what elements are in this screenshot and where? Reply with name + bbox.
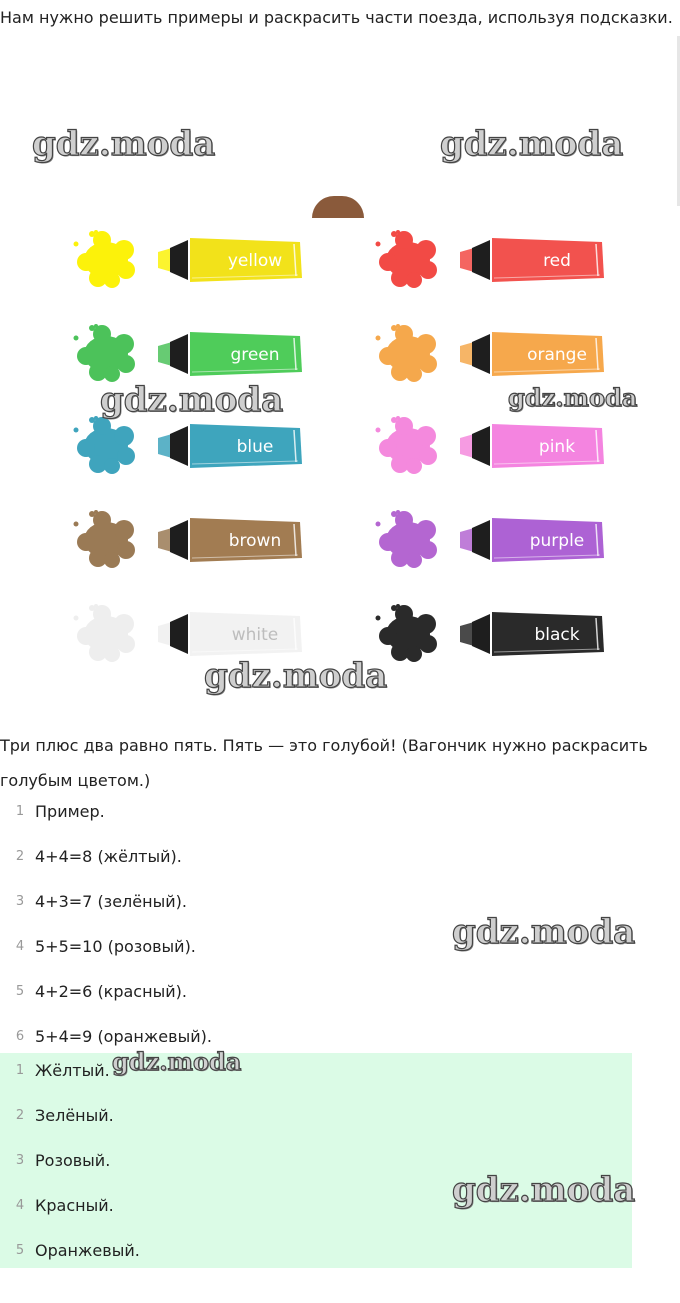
item-number: 4 bbox=[15, 1198, 25, 1213]
watermark: gdz.moda bbox=[452, 1170, 636, 1210]
marker-tip bbox=[158, 248, 172, 272]
paint-splash bbox=[77, 253, 95, 271]
item-number: 3 bbox=[15, 1153, 25, 1168]
watermark: gdz.moda bbox=[440, 124, 624, 164]
paint-splash bbox=[406, 272, 422, 288]
paint-splash bbox=[117, 355, 135, 373]
item-number: 1 bbox=[15, 1063, 25, 1078]
watermark: gdz.moda bbox=[112, 1047, 242, 1076]
paint-splash bbox=[104, 552, 120, 568]
color-legend-illustration bbox=[0, 200, 680, 670]
marker-collar bbox=[472, 520, 490, 560]
paint-splash bbox=[379, 347, 397, 365]
paint-splash bbox=[376, 428, 381, 433]
paint-splash bbox=[396, 604, 400, 608]
marker-label: green bbox=[230, 345, 280, 365]
item-number: 4 bbox=[15, 939, 25, 954]
marker-label: yellow bbox=[227, 251, 283, 271]
marker-orange bbox=[374, 322, 674, 392]
marker-tip bbox=[460, 528, 474, 552]
paint-splash bbox=[94, 324, 98, 328]
paint-splash bbox=[396, 416, 400, 420]
watermark: gdz.moda bbox=[204, 656, 388, 696]
item-number: 3 bbox=[15, 894, 25, 909]
paint-splash bbox=[406, 458, 422, 474]
watermark: gdz.moda bbox=[100, 380, 284, 420]
marker-tip bbox=[460, 434, 474, 458]
marker-blue bbox=[72, 414, 372, 484]
item-text: 4+3=7 (зелёный). bbox=[35, 892, 187, 911]
paint-splash bbox=[419, 447, 437, 465]
item-number: 5 bbox=[15, 984, 25, 999]
marker-tip bbox=[460, 342, 474, 366]
paint-splash bbox=[117, 635, 135, 653]
list-item bbox=[0, 800, 680, 845]
paint-splash bbox=[416, 240, 436, 260]
paint-splash bbox=[94, 230, 98, 234]
marker-collar bbox=[170, 614, 188, 654]
marker-tip bbox=[158, 622, 172, 646]
description-text: Три плюс два равно пять. Пять — это голубой! (Вагончик нужно раскрасить голубым цветом.) bbox=[0, 736, 648, 790]
watermark: gdz.moda bbox=[452, 912, 636, 952]
item-text: Пример. bbox=[35, 802, 105, 821]
paint-splash bbox=[77, 627, 95, 645]
paint-splash bbox=[396, 324, 400, 328]
paint-splash bbox=[376, 522, 381, 527]
marker-label: blue bbox=[236, 437, 274, 457]
marker-label: white bbox=[231, 625, 279, 645]
paint-splash bbox=[406, 366, 422, 382]
list-item bbox=[0, 1104, 680, 1149]
paint-splash bbox=[419, 261, 437, 279]
paint-splash bbox=[419, 635, 437, 653]
marker-collar bbox=[472, 614, 490, 654]
paint-splash bbox=[379, 253, 397, 271]
marker-pink bbox=[374, 414, 674, 484]
item-text: Жёлтый. bbox=[35, 1061, 110, 1080]
item-number: 5 bbox=[15, 1243, 25, 1258]
item-text: 5+4=9 (оранжевый). bbox=[35, 1027, 212, 1046]
item-text: Оранжевый. bbox=[35, 1241, 140, 1260]
marker-collar bbox=[170, 520, 188, 560]
item-text: Зелёный. bbox=[35, 1106, 114, 1125]
item-number: 1 bbox=[15, 804, 25, 819]
paint-splash bbox=[77, 347, 95, 365]
item-number: 2 bbox=[15, 849, 25, 864]
paint-splash bbox=[104, 646, 120, 662]
marker-label: black bbox=[534, 625, 580, 645]
paint-splash bbox=[94, 604, 98, 608]
item-text: Красный. bbox=[35, 1196, 114, 1215]
paint-splash bbox=[74, 242, 79, 247]
paint-splash bbox=[406, 552, 422, 568]
paint-splash bbox=[114, 614, 134, 634]
paint-splash bbox=[104, 272, 120, 288]
item-number: 2 bbox=[15, 1108, 25, 1123]
paint-splash bbox=[114, 520, 134, 540]
marker-label: orange bbox=[527, 345, 587, 365]
paint-splash bbox=[74, 428, 79, 433]
marker-label: purple bbox=[529, 531, 585, 551]
list-item bbox=[0, 980, 680, 1025]
paint-splash bbox=[74, 522, 79, 527]
paint-splash bbox=[419, 541, 437, 559]
marker-collar bbox=[472, 426, 490, 466]
paint-splash bbox=[376, 616, 381, 621]
paint-splash bbox=[74, 336, 79, 341]
paint-splash bbox=[117, 541, 135, 559]
marker-collar bbox=[170, 240, 188, 280]
paint-splash bbox=[114, 240, 134, 260]
intro-text: Нам нужно решить примеры и раскрасить части поезда, используя подсказки. bbox=[0, 8, 673, 27]
paint-splash bbox=[379, 533, 397, 551]
item-text: 5+5=10 (розовый). bbox=[35, 937, 196, 956]
watermark: gdz.moda bbox=[32, 124, 216, 164]
list-item bbox=[0, 1239, 680, 1284]
marker-tip bbox=[460, 622, 474, 646]
paint-splash bbox=[396, 510, 400, 514]
marker-brown bbox=[72, 508, 372, 578]
paint-splash bbox=[416, 614, 436, 634]
paint-splash bbox=[416, 334, 436, 354]
marker-red bbox=[374, 228, 674, 298]
marker-collar bbox=[472, 240, 490, 280]
list-item bbox=[0, 1059, 680, 1104]
marker-collar bbox=[170, 426, 188, 466]
item-text: 4+4=8 (жёлтый). bbox=[35, 847, 182, 866]
item-text: Розовый. bbox=[35, 1151, 111, 1170]
paint-splash bbox=[379, 627, 397, 645]
paint-splash bbox=[104, 458, 120, 474]
paint-splash bbox=[419, 355, 437, 373]
paint-splash bbox=[77, 439, 95, 457]
marker-tip bbox=[158, 434, 172, 458]
paint-splash bbox=[114, 334, 134, 354]
marker-label: brown bbox=[228, 531, 282, 551]
paint-splash bbox=[379, 439, 397, 457]
marker-label: red bbox=[543, 251, 571, 271]
paint-splash bbox=[416, 426, 436, 446]
marker-collar bbox=[170, 334, 188, 374]
paint-splash bbox=[416, 520, 436, 540]
paint-splash bbox=[117, 261, 135, 279]
marker-yellow bbox=[72, 228, 372, 298]
paint-splash bbox=[74, 616, 79, 621]
paint-splash bbox=[94, 510, 98, 514]
watermark: gdz.moda bbox=[508, 383, 638, 412]
paint-splash bbox=[376, 336, 381, 341]
marker-black bbox=[374, 602, 674, 672]
list-item bbox=[0, 845, 680, 890]
marker-label: pink bbox=[538, 437, 576, 457]
paint-splash bbox=[77, 533, 95, 551]
marker-collar bbox=[472, 334, 490, 374]
marker-tip bbox=[460, 248, 474, 272]
item-number: 6 bbox=[15, 1029, 25, 1044]
marker-tip bbox=[158, 342, 172, 366]
paint-splash bbox=[117, 447, 135, 465]
paint-splash bbox=[406, 646, 422, 662]
paint-splash bbox=[94, 416, 98, 420]
marker-tip bbox=[158, 528, 172, 552]
item-text: 4+2=6 (красный). bbox=[35, 982, 187, 1001]
paint-splash bbox=[396, 230, 400, 234]
paint-splash bbox=[114, 426, 134, 446]
marker-purple bbox=[374, 508, 674, 578]
paint-splash bbox=[376, 242, 381, 247]
